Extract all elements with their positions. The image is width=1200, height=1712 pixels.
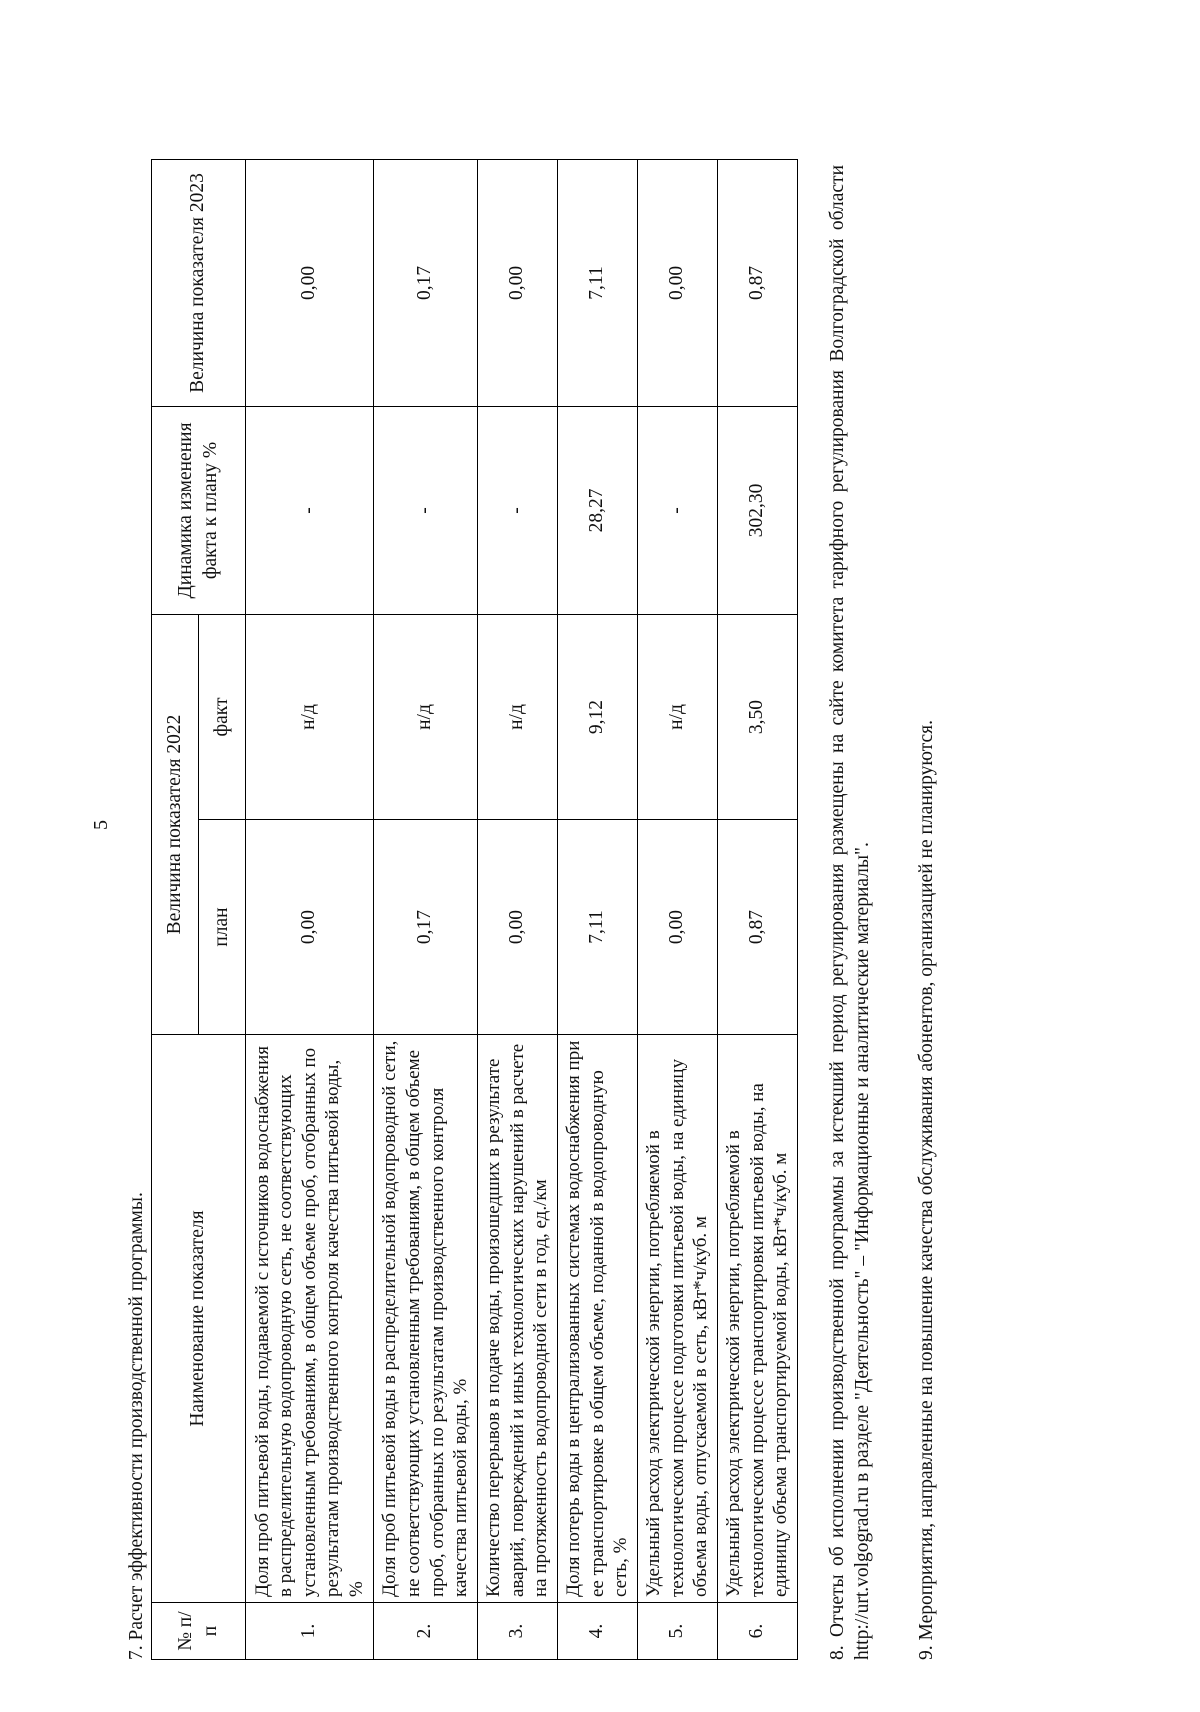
row-fact: н/д — [246, 614, 374, 819]
row-dynamics: - — [246, 406, 374, 614]
row-name: Доля проб питьевой воды, подаваемой с источников водоснабжения в распределительную водопроводную сеть, не соответствующих установленным требованиям, в общем объеме проб, отобранных по результатам производственного контроля качества питьевой воды, % — [246, 1035, 374, 1603]
row-value-2023: 0,00 — [246, 159, 374, 406]
row-fact: 9,12 — [558, 614, 638, 819]
row-num: 6. — [718, 1603, 798, 1660]
row-fact: н/д — [478, 614, 558, 819]
section-7-title: 7. Расчет эффективности производственной программы. — [126, 1192, 147, 1660]
row-name: Доля проб питьевой воды в распределительной водопроводной сети, не соответствующих установленным требованиям, в общем объеме проб, отобранных по результатам производственного контроля качества питьевой воды, % — [374, 1035, 478, 1603]
row-dynamics: - — [478, 406, 558, 614]
row-value-2023: 0,00 — [478, 159, 558, 406]
row-dynamics: 302,30 — [718, 406, 798, 614]
row-value-2023: 7,11 — [558, 159, 638, 406]
section-9-paragraph: 9. Мероприятия, направленные на повышение качества обслуживания абонентов, организацией не планируются. — [916, 720, 937, 1660]
row-value-2023: 0,00 — [638, 159, 718, 406]
header-plan: план — [199, 820, 246, 1035]
row-num: 3. — [478, 1603, 558, 1660]
row-fact: 3,50 — [718, 614, 798, 819]
row-name: Количество перерывов в подаче воды, произошедших в результате аварий, повреждений и иных технологических нарушений в расчете на протяженность водопроводной сети в год, ед./км — [478, 1035, 558, 1603]
header-value-2022: Величина показателя 2022 — [152, 614, 199, 1034]
table-row — [718, 159, 798, 1659]
row-plan: 0,00 — [638, 820, 718, 1035]
row-num: 4. — [558, 1603, 638, 1660]
table-row — [478, 159, 558, 1659]
row-plan: 7,11 — [558, 820, 638, 1035]
table-row — [374, 159, 478, 1659]
row-fact: н/д — [374, 614, 478, 819]
row-num: 1. — [246, 1603, 374, 1660]
row-name: Доля потерь воды в централизованных системах водоснабжения при ее транспортировке в общем объеме, поданной в водопроводную сеть, % — [558, 1035, 638, 1603]
row-value-2023: 0,17 — [374, 159, 478, 406]
row-num: 5. — [638, 1603, 718, 1660]
row-plan: 0,00 — [246, 820, 374, 1035]
row-name: Удельный расход электрической энергии, потребляемой в технологическом процессе транспортировки питьевой воды, на единицу объема транспортируемой воды, кВт*ч/куб. м — [718, 1035, 798, 1603]
table-row — [558, 159, 638, 1659]
row-plan: 0,17 — [374, 820, 478, 1035]
row-plan: 0,87 — [718, 820, 798, 1035]
header-num: № п/п — [152, 1603, 246, 1660]
row-plan: 0,00 — [478, 820, 558, 1035]
section-8-paragraph: 8. Отчеты об исполнении производственной программы за истекший период регулирования размещены на сайте комитета тарифного регулирования Волгоградской области http://urt.volgograd.ru в разделе "Деятельность" – "Информационные и аналитические материалы". — [827, 165, 874, 1660]
table-row — [638, 159, 718, 1659]
efficiency-table — [151, 159, 798, 1660]
row-fact: н/д — [638, 614, 718, 819]
row-dynamics: 28,27 — [558, 406, 638, 614]
row-dynamics: - — [374, 406, 478, 614]
rotated-content — [125, 160, 945, 1660]
page-number: 5 — [90, 820, 112, 830]
row-dynamics: - — [638, 406, 718, 614]
header-value-2023: Величина показателя 2023 — [152, 159, 246, 406]
row-value-2023: 0,87 — [718, 159, 798, 406]
header-name: Наименование показателя — [152, 1035, 246, 1603]
header-fact: факт — [199, 614, 246, 819]
row-num: 2. — [374, 1603, 478, 1660]
row-name: Удельный расход электрической энергии, потребляемой в технологическом процессе подготовки питьевой воды, на единицу объема воды, отпускаемой в сеть, кВт*ч/куб. м — [638, 1035, 718, 1603]
table-row — [246, 159, 374, 1659]
header-dynamics: Динамика изменения факта к плану % — [152, 406, 246, 614]
